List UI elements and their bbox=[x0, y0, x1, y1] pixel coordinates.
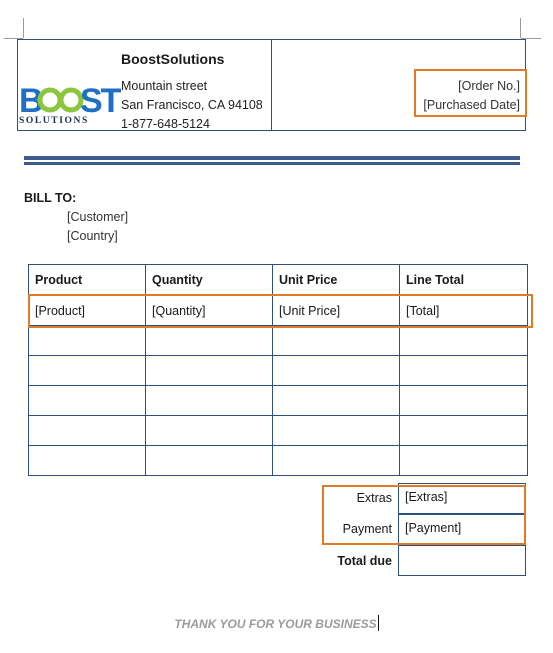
empty-cell[interactable] bbox=[29, 416, 146, 446]
total-due-label: Total due bbox=[337, 554, 392, 568]
empty-cell[interactable] bbox=[273, 386, 400, 416]
divider-rule-top bbox=[24, 156, 520, 160]
empty-cell[interactable] bbox=[400, 326, 528, 356]
bill-to-label: BILL TO: bbox=[24, 191, 77, 205]
company-phone: 1-877-648-5124 bbox=[121, 117, 210, 131]
company-name: BoostSolutions bbox=[121, 51, 225, 67]
customer-field[interactable]: [Customer] bbox=[67, 210, 129, 224]
thank-you-text: THANK YOU FOR YOUR BUSINESS bbox=[174, 617, 377, 631]
empty-cell[interactable] bbox=[146, 326, 273, 356]
table-row bbox=[29, 386, 528, 416]
empty-cell[interactable] bbox=[146, 386, 273, 416]
logo-st-letters: ST bbox=[80, 82, 120, 120]
empty-cell[interactable] bbox=[273, 446, 400, 476]
logo-sub-text: SOLUTIONS bbox=[19, 116, 89, 126]
empty-cell[interactable] bbox=[400, 446, 528, 476]
header-unit-price: Unit Price bbox=[273, 265, 400, 296]
empty-cell[interactable] bbox=[146, 356, 273, 386]
corner-mark-top-right-v bbox=[520, 18, 521, 38]
payment-field[interactable]: [Payment] bbox=[398, 514, 526, 545]
empty-cell[interactable] bbox=[400, 386, 528, 416]
header-divider bbox=[271, 39, 272, 131]
line-total-cell[interactable]: [Total] bbox=[400, 296, 528, 326]
extras-label: Extras bbox=[356, 491, 392, 505]
table-row bbox=[29, 326, 528, 356]
thank-you-line bbox=[0, 615, 553, 631]
unit-price-cell[interactable]: [Unit Price] bbox=[273, 296, 400, 326]
quantity-cell[interactable]: [Quantity] bbox=[146, 296, 273, 326]
header-product: Product bbox=[29, 265, 146, 296]
totals-highlight bbox=[322, 485, 526, 545]
payment-label: Payment bbox=[342, 522, 392, 536]
country-field[interactable]: [Country] bbox=[67, 229, 118, 243]
divider-rule-bottom bbox=[24, 162, 520, 165]
text-cursor bbox=[378, 615, 379, 631]
empty-cell[interactable] bbox=[273, 416, 400, 446]
table-row bbox=[29, 446, 528, 476]
logo-o-ring-1 bbox=[40, 90, 60, 110]
corner-mark-top-left-v bbox=[23, 18, 24, 38]
empty-cell[interactable] bbox=[29, 446, 146, 476]
empty-cell[interactable] bbox=[400, 416, 528, 446]
company-city: San Francisco, CA 94108 bbox=[121, 98, 263, 112]
order-fields-highlight bbox=[414, 69, 527, 117]
empty-cell[interactable] bbox=[146, 416, 273, 446]
empty-cell[interactable] bbox=[400, 356, 528, 386]
logo-o-ring-2 bbox=[61, 90, 81, 110]
empty-cell[interactable] bbox=[273, 356, 400, 386]
extras-field[interactable]: [Extras] bbox=[398, 483, 526, 514]
empty-cell[interactable] bbox=[273, 326, 400, 356]
empty-cell[interactable] bbox=[29, 326, 146, 356]
table-row bbox=[29, 416, 528, 446]
company-logo bbox=[19, 80, 120, 126]
header-line-total: Line Total bbox=[400, 265, 528, 296]
company-street: Mountain street bbox=[121, 79, 208, 93]
header-quantity: Quantity bbox=[146, 265, 273, 296]
purchased-date-field[interactable]: [Purchased Date] bbox=[423, 98, 520, 112]
table-row bbox=[29, 356, 528, 386]
empty-cell[interactable] bbox=[29, 386, 146, 416]
total-due-field[interactable] bbox=[398, 545, 526, 576]
logo-b-letter: B bbox=[19, 82, 42, 120]
product-cell[interactable]: [Product] bbox=[29, 296, 146, 326]
empty-cell[interactable] bbox=[146, 446, 273, 476]
empty-cell[interactable] bbox=[29, 356, 146, 386]
product-row-highlight bbox=[28, 294, 533, 328]
table-header-row bbox=[29, 265, 528, 296]
order-number-field[interactable]: [Order No.] bbox=[458, 79, 520, 93]
